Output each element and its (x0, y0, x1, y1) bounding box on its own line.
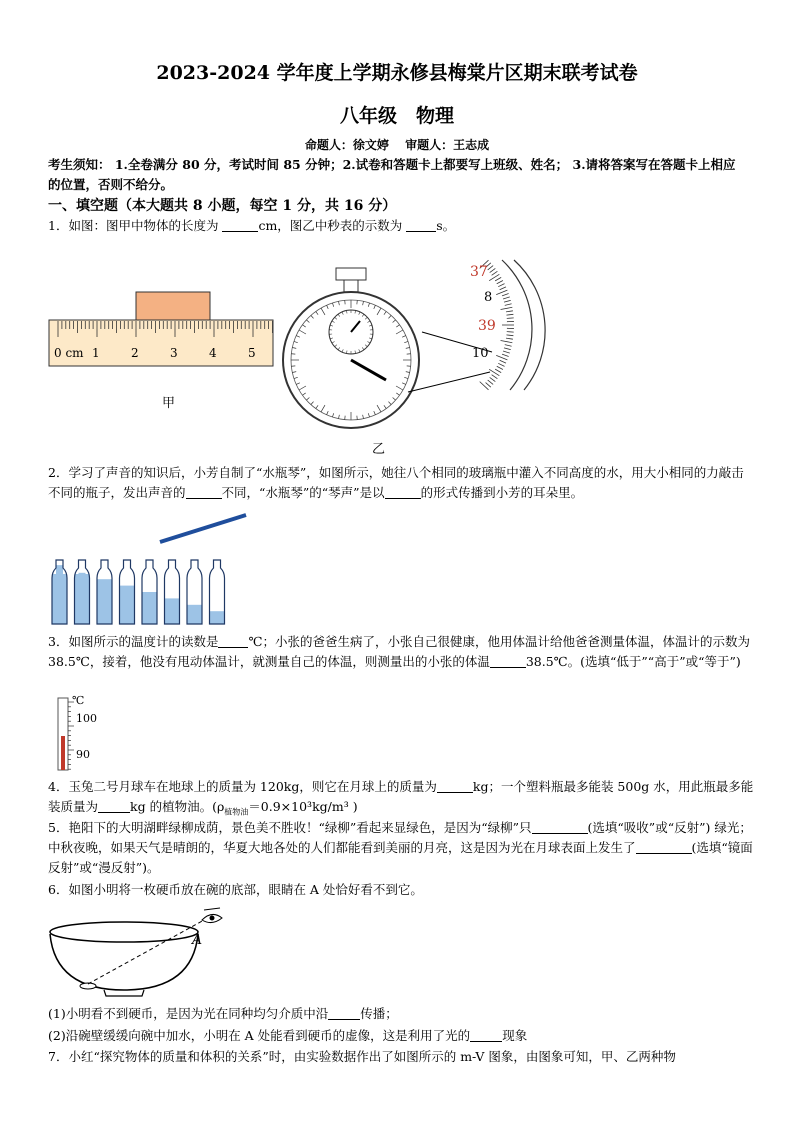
q4-text-d: ＝0.9×10³kg/m³ ) (248, 799, 358, 814)
bottle-water (75, 574, 90, 624)
q1-text-b: cm，图乙中秒表的示数为 (258, 218, 407, 233)
magnified-tick (501, 307, 513, 309)
magnified-tick (480, 382, 489, 390)
bottle-water (142, 592, 157, 624)
magnified-tick (496, 290, 507, 294)
point-a-label: A (192, 932, 203, 948)
magnified-tick (495, 369, 501, 373)
magnified-tick (488, 266, 493, 270)
bottle-water (210, 611, 225, 624)
bowl-foot (104, 990, 144, 996)
bottle-water (187, 605, 202, 624)
answer-blank[interactable] (186, 484, 222, 499)
bowl-rim (50, 922, 198, 942)
magnified-tick (501, 340, 513, 342)
exam-notice: 考生须知： 1.全卷满分 80 分，考试时间 85 分钟；2.试卷和答题卡上都要写上班级、姓名； 3.请将答案写在答题卡上相应的位置，否则不给分。 (48, 157, 736, 192)
magnified-tick (506, 314, 513, 315)
q3-text-c: 38.5℃。(选填“低于”“高于”或“等于”) (525, 654, 741, 669)
magnified-tick (497, 280, 503, 283)
q6-p1-text-b: 传播； (360, 1006, 398, 1021)
q3-text-a: 3．如图所示的温度计的读数是 (48, 634, 219, 649)
q5-text-a: 5．艳阳下的大明湖畔绿柳成荫，景色美不胜收！“绿柳”看起来显绿色，是因为“绿柳”只 (48, 820, 532, 835)
magnified-tick (505, 345, 512, 347)
answer-blank[interactable] (470, 1027, 502, 1042)
q5-text-c: (选填“镜面反射”或“漫反射”)。 (48, 840, 753, 875)
q1-text-c: s。 (436, 218, 456, 233)
q2-text-c: 的形式传播到小芳的耳朵里。 (420, 485, 584, 500)
water-bottle (187, 560, 202, 624)
magnified-tick (490, 377, 496, 381)
question-4 (48, 777, 754, 823)
magnified-tick (500, 287, 506, 290)
q6-p1-text-a: (1)小明看不到硬币，是因为光在同种均匀介质中沿 (48, 1006, 329, 1021)
ruler-label: 2 (131, 346, 139, 360)
q5-text-b: (选填“吸收”或“反射”) 绿光；中秋夜晚，如果天气是晴朗的，华夏大地各处的人们都能看到美丽的月亮，这是因为光在月球表面上发生了 (48, 820, 752, 855)
magnified-tick (486, 383, 491, 388)
dial-label: 37 (470, 264, 488, 280)
ruler-label: 3 (170, 346, 178, 360)
thermometer-liquid (61, 736, 65, 770)
magnified-tick (492, 271, 498, 275)
bottle-water (165, 598, 180, 624)
magnified-tick (500, 360, 506, 363)
water-bottle (97, 560, 112, 624)
q4-text-a: 4．玉兔二号月球车在地球上的质量为 120kg，则它在月球上的质量为 (48, 779, 437, 794)
thermometer-figure (50, 692, 110, 774)
answer-blank[interactable] (222, 217, 258, 232)
water-bottle (142, 560, 157, 624)
magnified-tick (498, 284, 504, 287)
answer-blank[interactable] (636, 839, 692, 854)
ruler-label: 5 (248, 346, 256, 360)
q1-text-a: 1．如图：图甲中物体的长度为 (48, 218, 223, 233)
magnified-tick (506, 335, 513, 336)
magnified-tick (488, 380, 493, 384)
rho-subscript: 植物油 (224, 807, 249, 817)
answer-blank[interactable] (385, 484, 421, 499)
water-bottle (52, 560, 67, 624)
magnified-tick (504, 300, 511, 302)
ruler-label: 1 (92, 346, 100, 360)
dial-label: 39 (478, 318, 496, 334)
dial-label: 10 (472, 346, 489, 361)
q4-text-c: kg 的植物油。(ρ (130, 799, 225, 814)
magnified-tick (503, 351, 510, 353)
magnified-tick (505, 304, 512, 306)
bottle-water (120, 586, 135, 624)
water-bottles-figure (48, 508, 258, 626)
figure-label-yi: 乙 (372, 442, 386, 457)
magnified-tick (507, 318, 514, 319)
q2-text-b: 不同，“水瓶琴”的“琴声”是以 (221, 485, 385, 500)
answer-blank[interactable] (98, 798, 130, 813)
answer-blank[interactable] (532, 819, 588, 834)
bottle-water (97, 579, 112, 624)
magnified-tick (506, 338, 513, 339)
magnified-tick (497, 366, 503, 369)
measured-block (136, 292, 210, 320)
answer-blank[interactable] (490, 653, 526, 668)
thermometer-scale-label: 90 (76, 748, 90, 761)
magnified-tick (496, 355, 507, 359)
question-3 (48, 632, 754, 672)
magnified-tick (495, 277, 501, 281)
bottle-water (79, 573, 86, 574)
ruler-label: 4 (209, 346, 217, 360)
magnified-tick (502, 294, 509, 296)
exam-title: 2023-2024 学年度上学期永修县梅棠片区期末联考试卷 (156, 62, 638, 84)
magnified-tick (504, 348, 511, 350)
magnified-tick (507, 332, 514, 333)
magnified-tick (502, 354, 509, 356)
question-1 (48, 216, 754, 236)
bottle-water (56, 565, 63, 574)
thermometer-unit: ℃ (72, 694, 85, 707)
stopwatch-crown (336, 268, 366, 280)
answer-blank[interactable] (406, 217, 436, 232)
thermometer-scale-label: 100 (76, 712, 97, 725)
stopwatch-figure (276, 258, 546, 438)
exam-authors: 命题人：徐文婷 审题人：王志成 (304, 138, 490, 152)
q6-p2-text-a: (2)沿碗壁缓缓向碗中加水，小明在 A 处能看到硬币的虚像，这是利用了光的 (48, 1028, 471, 1043)
water-bottle (120, 560, 135, 624)
eye-icon (202, 908, 222, 923)
ruler-figure (48, 290, 276, 370)
question-2 (48, 463, 754, 503)
bowl-figure (44, 904, 224, 1002)
question-6: 6．如图小明将一枚硬币放在碗的底部，眼睛在 A 处恰好看不到它。 (48, 882, 423, 897)
bottle-water (52, 574, 67, 624)
ruler-label: 0 cm (54, 346, 84, 360)
q4-text-b: kg；一个塑料瓶最多能装 500g 水，用此瓶最多能装质量为 (48, 779, 754, 814)
answer-blank[interactable] (437, 778, 473, 793)
answer-blank[interactable] (328, 1005, 360, 1020)
striking-rod (160, 515, 246, 542)
section-heading: 一、填空题（本大题共 8 小题，每空 1 分，共 16 分） (48, 198, 397, 214)
question-5 (48, 818, 754, 878)
q3-text-b: ℃；小张的爸爸生病了，小张自己很健康，他用体温计给他爸爸测量体温，体温计的示数为 38.5℃，接着，他没有甩动体温计，就测量自己的体温，则测量出的小张的体温 (48, 634, 750, 669)
water-bottle (165, 560, 180, 624)
question-7: 7．小红“探究物体的质量和体积的关系”时，由实验数据作出了如图所示的 m-V 图象，由图象可知，甲、乙两种物 (48, 1049, 676, 1064)
question-6-part-2 (48, 1026, 754, 1046)
dial-label: 8 (484, 290, 493, 305)
magnified-tick (490, 268, 496, 272)
question-6-part-1 (48, 1004, 754, 1024)
exam-subtitle: 八年级 物理 (339, 105, 454, 127)
magnified-tick (498, 363, 504, 366)
figure-label-jia: 甲 (162, 396, 176, 411)
answer-blank[interactable] (218, 633, 248, 648)
magnified-tick (492, 375, 498, 379)
magnified-tick (503, 297, 510, 299)
magnified-tick (506, 311, 513, 312)
q2-text-a: 2．学习了声音的知识后，小芳自制了“水瓶琴”，如图所示，她往八个相同的玻璃瓶中灌入不同高度的水，用大小相同的力敲击不同的瓶子，发出声音的 (48, 465, 744, 500)
q6-p2-text-b: 现象 (502, 1028, 528, 1043)
water-bottle (210, 560, 225, 624)
water-bottle (75, 560, 90, 624)
